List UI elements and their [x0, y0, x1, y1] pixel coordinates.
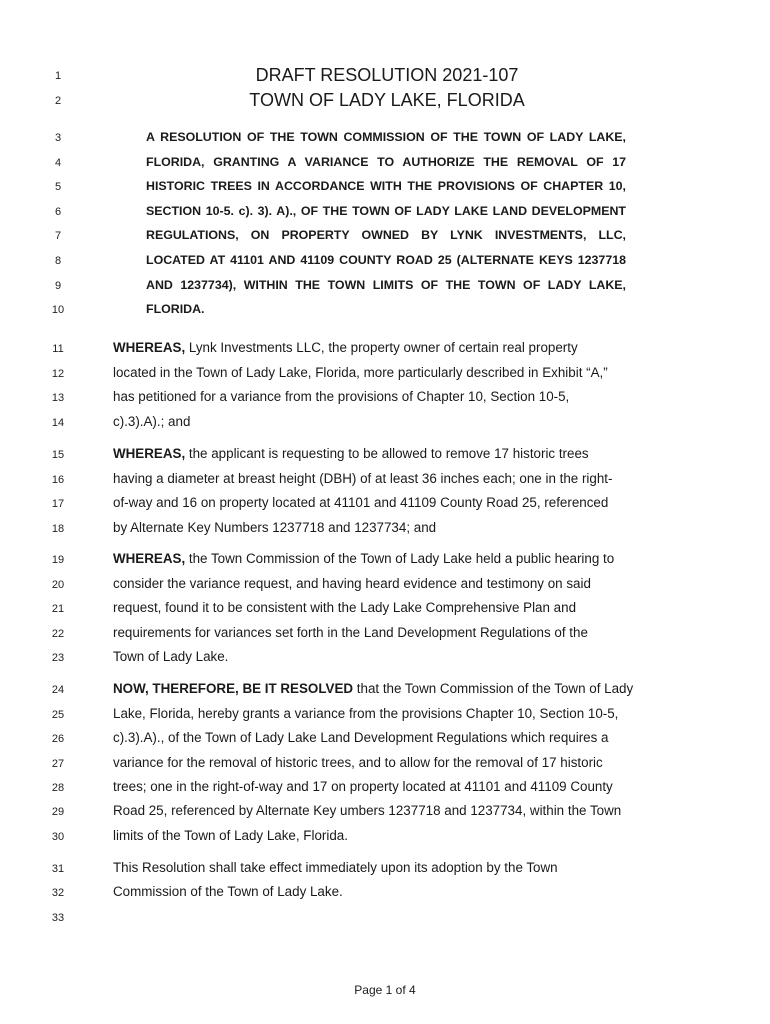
line-number: 23 [51, 652, 65, 664]
paragraph-line [113, 520, 653, 535]
whereas-lead: WHEREAS, [113, 446, 186, 461]
caption-line: SECTION 10-5. c). 3). A)., OF THE TOWN OF LADY LAKE LAND DEVELOPMENT [146, 204, 626, 218]
line-number: 27 [51, 758, 65, 770]
caption-line: AND 1237734), WITHIN THE TOWN LIMITS OF THE TOWN OF LADY LAKE, [146, 278, 626, 292]
paragraph-text: request, found it to be consistent with the Lady Lake Comprehensive Plan and [113, 600, 577, 615]
paragraph-text: This Resolution shall take effect immediately upon its adoption by the Town [113, 860, 558, 875]
whereas-lead: WHEREAS, [113, 340, 186, 355]
line-number: 25 [51, 709, 65, 721]
line-number: 13 [51, 392, 65, 404]
paragraph-text: located in the Town of Lady Lake, Florida, more particularly described in Exhibit “A,” [113, 365, 608, 380]
line-number: 30 [51, 831, 65, 843]
paragraph-line [113, 681, 653, 696]
title-line: TOWN OF LADY LAKE, FLORIDA [249, 90, 525, 110]
caption-line: A RESOLUTION OF THE TOWN COMMISSION OF THE TOWN OF LADY LAKE, [146, 130, 626, 144]
paragraph-text: limits of the Town of Lady Lake, Florida. [113, 828, 348, 843]
paragraph-line [113, 860, 653, 875]
paragraph-line [113, 730, 653, 745]
caption-line: REGULATIONS, ON PROPERTY OWNED BY LYNK INVESTMENTS, LLC, [146, 228, 626, 242]
paragraph-text: Town of Lady Lake. [113, 649, 229, 664]
paragraph-text: Road 25, referenced by Alternate Key umbers 1237718 and 1237734, within the Town [113, 803, 622, 818]
paragraph-line [113, 600, 653, 615]
paragraph-line [113, 755, 653, 770]
paragraph-line [113, 706, 653, 721]
paragraph-text: requirements for variances set forth in the Land Development Regulations of the [113, 625, 588, 640]
line-number: 26 [51, 733, 65, 745]
paragraph-line [113, 340, 653, 355]
paragraph-line [113, 884, 653, 899]
paragraph-text: has petitioned for a variance from the provisions of Chapter 10, Section 10-5, [113, 389, 570, 404]
line-number: 10 [51, 304, 65, 316]
paragraph-text: Commission of the Town of Lady Lake. [113, 884, 343, 899]
line-number: 6 [54, 206, 62, 218]
line-number: 14 [51, 417, 65, 429]
line-number: 33 [51, 912, 65, 924]
line-number: 15 [51, 449, 65, 461]
page-footer: Page 1 of 4 [354, 983, 416, 997]
line-number: 28 [51, 782, 65, 794]
whereas-lead: NOW, THEREFORE, BE IT RESOLVED [113, 681, 354, 696]
caption-line: FLORIDA. [146, 302, 205, 316]
line-number: 1 [54, 70, 62, 82]
line-number: 16 [51, 474, 65, 486]
paragraph-text: trees; one in the right-of-way and 17 on property located at 41101 and 41109 County [113, 779, 613, 794]
line-number: 24 [51, 684, 65, 696]
line-number: 31 [51, 863, 65, 875]
line-number: 32 [51, 887, 65, 899]
line-number: 22 [51, 628, 65, 640]
caption-line: LOCATED AT 41101 AND 41109 COUNTY ROAD 25 (ALTERNATE KEYS 1237718 [146, 253, 626, 267]
line-number: 18 [51, 523, 65, 535]
paragraph-line [113, 649, 653, 664]
paragraph-text: c).3).A)., of the Town of Lady Lake Land Development Regulations which requires a [113, 730, 609, 745]
line-number: 9 [54, 280, 62, 292]
paragraph-text: by Alternate Key Numbers 1237718 and 1237734; and [113, 520, 437, 535]
paragraph-line [113, 551, 653, 566]
paragraph-line [113, 495, 653, 510]
paragraph-text: that the Town Commission of the Town of Lady [353, 681, 634, 696]
line-number: 21 [51, 603, 65, 615]
paragraph-line [113, 779, 653, 794]
paragraph-line [113, 365, 653, 380]
line-number: 19 [51, 554, 65, 566]
paragraph-text: the Town Commission of the Town of Lady Lake held a public hearing to [185, 551, 615, 566]
line-number: 11 [52, 343, 64, 355]
line-number: 4 [54, 157, 62, 169]
paragraph-line [113, 828, 653, 843]
line-number: 7 [54, 230, 62, 242]
paragraph-line [113, 803, 653, 818]
paragraph-line [113, 576, 653, 591]
line-number: 17 [51, 498, 65, 510]
caption-line: HISTORIC TREES IN ACCORDANCE WITH THE PROVISIONS OF CHAPTER 10, [146, 179, 626, 193]
line-number: 20 [51, 579, 65, 591]
line-number: 5 [54, 181, 62, 193]
paragraph-text: consider the variance request, and having heard evidence and testimony on said [113, 576, 591, 591]
paragraph-line [113, 625, 653, 640]
paragraph-line [113, 446, 653, 461]
paragraph-text: having a diameter at breast height (DBH) of at least 36 inches each; one in the right- [113, 471, 613, 486]
paragraph-line [113, 389, 653, 404]
whereas-lead: WHEREAS, [113, 551, 186, 566]
line-number: 12 [51, 368, 65, 380]
line-number: 3 [54, 132, 62, 144]
line-number: 29 [51, 806, 65, 818]
paragraph-line [113, 414, 653, 429]
paragraph-line [113, 471, 653, 486]
caption-line: FLORIDA, GRANTING A VARIANCE TO AUTHORIZE THE REMOVAL OF 17 [146, 155, 626, 169]
line-number: 8 [54, 255, 62, 267]
paragraph-text: c).3).A).; and [113, 414, 191, 429]
paragraph-text: Lake, Florida, hereby grants a variance from the provisions Chapter 10, Section 10-5, [113, 706, 619, 721]
paragraph-text: Lynk Investments LLC, the property owner of certain real property [185, 340, 578, 355]
paragraph-text: variance for the removal of historic trees, and to allow for the removal of 17 historic [113, 755, 603, 770]
paragraph-text: of-way and 16 on property located at 41101 and 41109 County Road 25, referenced [113, 495, 609, 510]
line-number: 2 [54, 95, 62, 107]
title-line: DRAFT RESOLUTION 2021-107 [255, 65, 519, 85]
paragraph-text: the applicant is requesting to be allowed to remove 17 historic trees [185, 446, 589, 461]
